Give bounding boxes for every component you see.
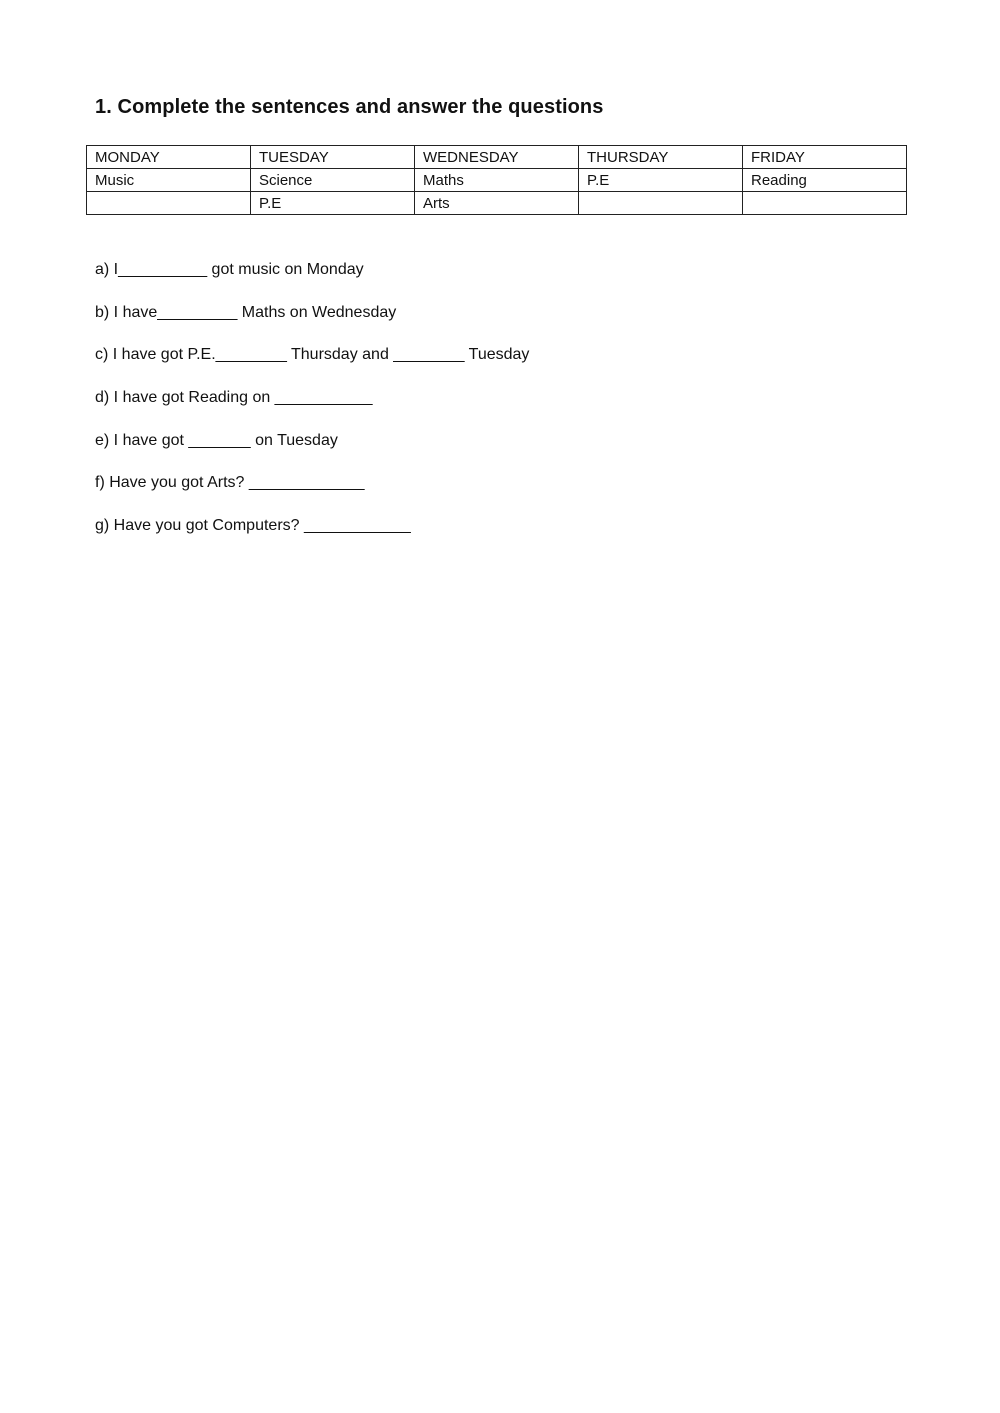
table-cell: Arts: [415, 192, 579, 215]
question-e[interactable]: e) I have got _______ on Tuesday: [95, 431, 338, 449]
table-cell: [743, 192, 907, 215]
question-c[interactable]: c) I have got P.E.________ Thursday and ________ Tuesday: [95, 346, 530, 364]
header-thursday: THURSDAY: [579, 146, 743, 169]
worksheet-title: 1. Complete the sentences and answer the questions: [95, 96, 604, 118]
header-tuesday: TUESDAY: [251, 146, 415, 169]
table-cell: P.E: [579, 169, 743, 192]
table-cell: Music: [87, 169, 251, 192]
header-friday: FRIDAY: [743, 146, 907, 169]
table-cell: Reading: [743, 169, 907, 192]
header-monday: MONDAY: [87, 146, 251, 169]
table-cell: Maths: [415, 169, 579, 192]
table-cell: [579, 192, 743, 215]
question-f[interactable]: f) Have you got Arts? _____________: [95, 474, 365, 492]
question-list: [95, 259, 529, 558]
timetable-header-row: [87, 146, 907, 169]
table-cell: P.E: [251, 192, 415, 215]
header-wednesday: WEDNESDAY: [415, 146, 579, 169]
question-g[interactable]: g) Have you got Computers? ____________: [95, 517, 411, 535]
timetable-row: [87, 169, 907, 192]
question-a[interactable]: a) I__________ got music on Monday: [95, 261, 364, 278]
question-b[interactable]: b) I have_________ Maths on Wednesday: [95, 303, 397, 321]
table-cell: [87, 192, 251, 215]
timetable-row: [87, 192, 907, 215]
question-d[interactable]: d) I have got Reading on ___________: [95, 389, 373, 407]
table-cell: Science: [251, 169, 415, 192]
timetable: [86, 145, 907, 215]
